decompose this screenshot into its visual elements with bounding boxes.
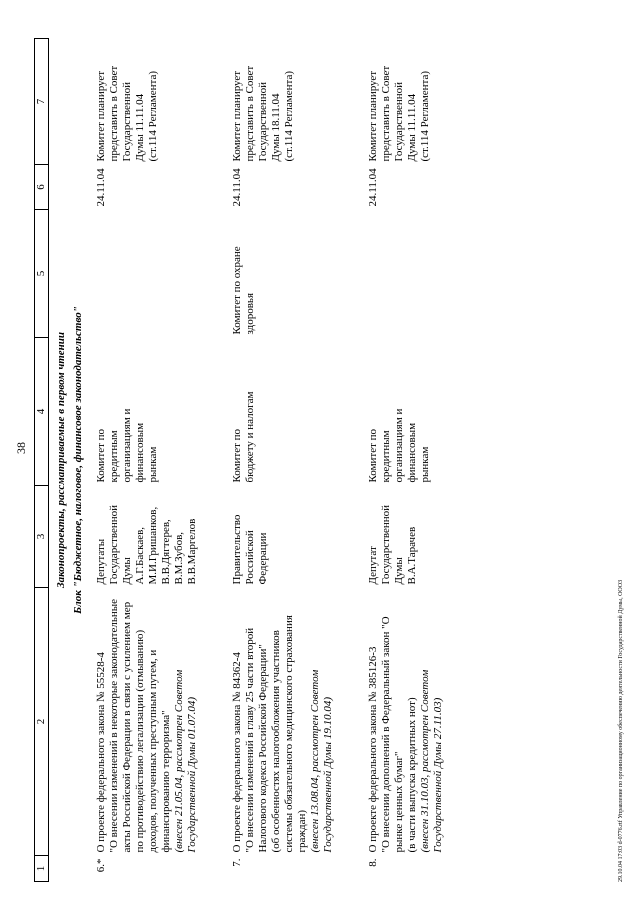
bill-status: (внесен 31.10.03, рассмотрен Советом Государственной Думы 27.11.03) bbox=[419, 669, 444, 853]
bill-number: О проекте федерального закона № 385126-3 bbox=[367, 646, 379, 853]
initiator-line: Российской bbox=[244, 530, 256, 585]
action-line: Государственной bbox=[257, 81, 269, 162]
action-line: Комитет планирует bbox=[367, 70, 379, 162]
review-date: 24.11.04 bbox=[231, 168, 243, 207]
column-number: 7 bbox=[35, 39, 49, 165]
column-number: 2 bbox=[35, 588, 49, 856]
co-committee: Комитет по охране здоровья bbox=[231, 246, 256, 335]
responsible-committee bbox=[367, 338, 445, 486]
action-line: Комитет планирует bbox=[231, 70, 243, 162]
column-number: 5 bbox=[35, 210, 49, 338]
initiator-line: Государственной bbox=[380, 504, 392, 585]
bill-note: (в части выпуска кредитных нот) bbox=[406, 697, 418, 853]
bill-status: (внесен 13.08.04, рассмотрен Советом Государственной Думы 19.10.04) bbox=[309, 669, 334, 853]
planned-action bbox=[367, 39, 445, 165]
initiator-line: Правительство bbox=[231, 514, 243, 585]
bill-note: (об особенностях налогообложения участников системы обязательного медицинского страхования граждан) bbox=[270, 615, 308, 853]
initiator-line: В.В.Дягтерев, bbox=[160, 519, 172, 585]
action-line: Думы 18.11.04 bbox=[270, 93, 282, 162]
bill-number: О проекте федерального закона № 55528-4 bbox=[95, 652, 107, 853]
committee-line: Комитет по bbox=[95, 428, 107, 483]
action-line: Государственной bbox=[393, 81, 405, 162]
bill-description bbox=[95, 588, 199, 856]
initiator-line: М.И.Гришанков, bbox=[147, 506, 159, 585]
initiator-line: Думы bbox=[121, 557, 133, 585]
initiator-line: Думы bbox=[393, 557, 405, 585]
initiator-line: В.М.Зубов, bbox=[173, 531, 185, 585]
initiator bbox=[231, 486, 335, 588]
column-number: 1 bbox=[35, 856, 49, 882]
committee-line: финансовым bbox=[406, 422, 418, 483]
review-date: 24.11.04 bbox=[367, 168, 379, 207]
section-caption: Законопроекты, рассматриваемые в первом чтении bbox=[55, 332, 67, 588]
bill-title: "О внесении изменений в некоторые законодательные акты Российской Федерации в связи с усилением мер по противодействию легализации (отмыванию) доходов, полученных преступным путем, и финансированию терроризма" bbox=[108, 599, 172, 853]
committee-line: рынкам bbox=[147, 446, 159, 483]
action-line: Думы 11.11.04 bbox=[134, 93, 146, 162]
table-row bbox=[231, 39, 335, 882]
committee-line: кредитным bbox=[380, 430, 392, 483]
initiator-line: В.А.Тарачев bbox=[406, 526, 418, 585]
initiator-line: В.В.Маргелов bbox=[186, 518, 198, 585]
bill-title: "О внесении изменений в главу 25 части второй Налогового кодекса Российской Федерации" bbox=[244, 627, 269, 853]
table-row bbox=[95, 39, 199, 882]
bill-status: (внесен 21.05.04, рассмотрен Советом Государственной Думы 01.07.04) bbox=[173, 669, 198, 853]
table-row bbox=[367, 39, 445, 882]
committee-line: Комитет по bbox=[231, 428, 243, 483]
co-committee bbox=[367, 210, 445, 338]
column-number: 6 bbox=[35, 165, 49, 210]
column-number: 4 bbox=[35, 338, 49, 486]
committee-line: бюджету и налогам bbox=[244, 391, 256, 483]
row-number: 6.* bbox=[95, 858, 107, 873]
action-line: представить в Совет bbox=[108, 65, 120, 162]
committee-line: рынкам bbox=[419, 446, 431, 483]
initiator-line: Федерации bbox=[257, 532, 269, 585]
column-number: 3 bbox=[35, 486, 49, 588]
initiator bbox=[367, 486, 445, 588]
action-line: Государственной bbox=[121, 81, 133, 162]
co-committee bbox=[95, 210, 199, 338]
initiator-line: Депутат bbox=[367, 546, 379, 585]
action-line: (ст.114 Регламента) bbox=[283, 70, 295, 162]
review-date: 24.11.04 bbox=[95, 168, 107, 207]
row-number: 7. bbox=[231, 858, 243, 867]
document-footer: 29.10.04 17:03 d-0776.rtf Управление по организационному обеспечению деятельности Государственной Думы, ООО3 bbox=[618, 579, 624, 882]
committee-line: организациям и bbox=[121, 408, 133, 483]
initiator-line: Государственной bbox=[108, 504, 120, 585]
initiator-line: Депутаты bbox=[95, 538, 107, 585]
column-number-row bbox=[35, 39, 49, 882]
row-number: 8. bbox=[367, 858, 379, 867]
planned-action bbox=[95, 39, 199, 165]
responsible-committee bbox=[231, 338, 335, 486]
action-line: представить в Совет bbox=[244, 65, 256, 162]
action-line: (ст.114 Регламента) bbox=[419, 70, 431, 162]
planned-action bbox=[231, 39, 335, 165]
committee-line: кредитным bbox=[108, 430, 120, 483]
action-line: представить в Совет bbox=[380, 65, 392, 162]
page-number: 38 bbox=[14, 442, 28, 454]
committee-line: финансовым bbox=[134, 422, 146, 483]
bill-description bbox=[231, 588, 335, 856]
bills-table bbox=[34, 38, 445, 882]
bill-number: О проекте федерального закона № 84362-4 bbox=[231, 652, 243, 853]
initiator bbox=[95, 486, 199, 588]
committee-line: организациям и bbox=[393, 408, 405, 483]
committee-line: Комитет по bbox=[367, 428, 379, 483]
responsible-committee bbox=[95, 338, 199, 486]
action-line: (ст.114 Регламента) bbox=[147, 70, 159, 162]
action-line: Думы 11.11.04 bbox=[406, 93, 418, 162]
block-caption: Блок "Бюджетное, налоговое, финансовое законодательство" bbox=[72, 306, 84, 614]
action-line: Комитет планирует bbox=[95, 70, 107, 162]
bill-description bbox=[367, 588, 445, 856]
initiator-line: А.Г.Баскаев, bbox=[134, 526, 146, 585]
bill-title: "О внесении дополнений в Федеральный закон "О рынке ценных бумаг" bbox=[380, 616, 405, 853]
